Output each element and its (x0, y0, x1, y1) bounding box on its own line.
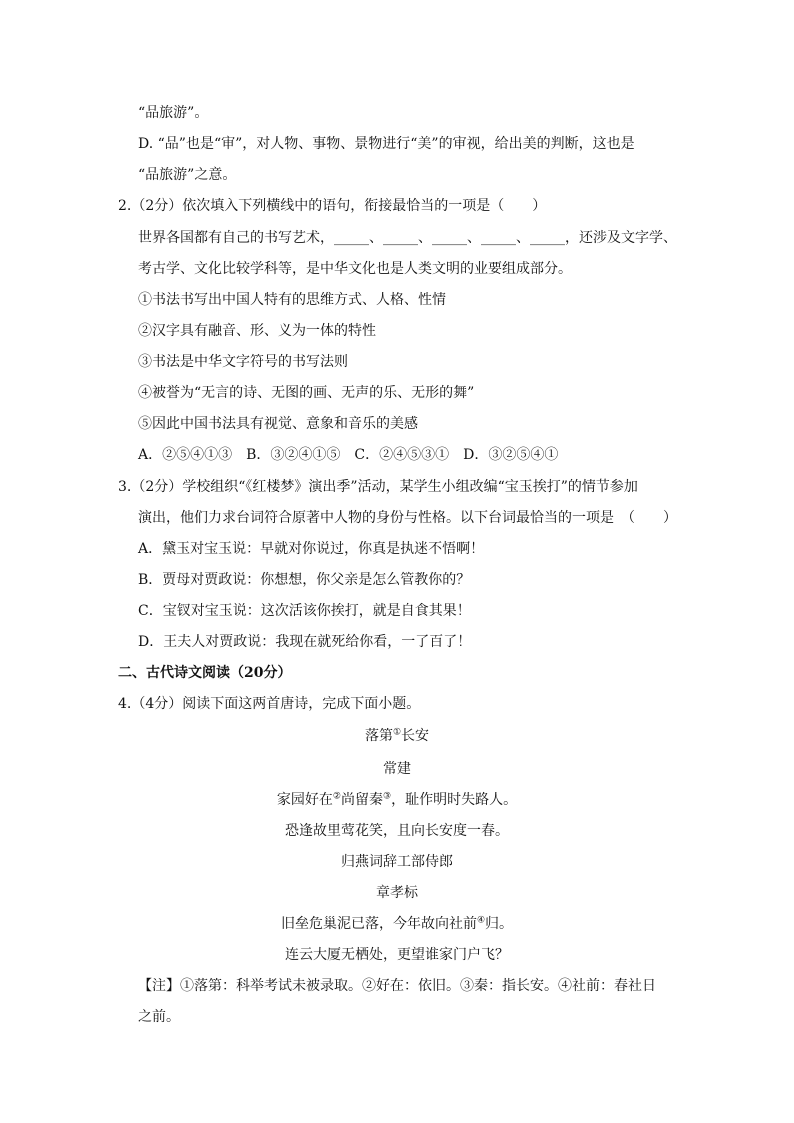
poem2-author: 章孝标 (376, 885, 418, 901)
q2-passage-line1: 世界各国都有自己的书写艺术，_____、_____、_____、_____、_____，还涉及文字学、 (138, 230, 677, 246)
q1-option-d-line1: D. “品”也是“审”，对人物、事物、景物进行“美”的审视，给出美的判断，这也是 (138, 136, 635, 152)
q3-option: B．贾母对贾政说：你想想，你父亲是怎么管教你的？ (138, 572, 471, 588)
poem-text: ，耻作明时失路人。 (391, 792, 518, 808)
footnote-mark: ③ (383, 791, 392, 802)
q1-option-c-continuation: “品旅游”。 (138, 105, 209, 121)
q3-option: C．宝钗对宝玉说：这次活该你挨打，就是自食其果！ (138, 603, 471, 619)
poem-text: 尚留秦 (341, 792, 383, 808)
poem-text: 家园好在 (276, 792, 333, 808)
poem1-line1 (0, 790, 794, 810)
q2-item: ⑤因此中国书法具有视觉、意象和音乐的美感 (138, 416, 418, 432)
footnote-mark: ① (392, 727, 402, 738)
poem1-line2: 恐逢故里莺花笑，且向长安度一春。 (285, 823, 509, 839)
q3-stem-line1: 3.（2分）学校组织“《红楼梦》演出季”活动，某学生小组改编“宝玉挨打”的情节参加 (118, 479, 638, 495)
q2-item: ②汉字具有融音、形、义为一体的特性 (138, 323, 376, 339)
q3-option: A．黛玉对宝玉说：早就对你说过，你真是执迷不悟啊！ (138, 541, 485, 557)
poem1-title (0, 726, 794, 746)
q2-passage-line2: 考古学、文化比较学科等，是中华文化也是人类文明的业要组成部分。 (138, 261, 572, 277)
poem1-title-text: 落第 (364, 728, 393, 744)
q4-stem: 4.（4分）阅读下面这两首唐诗，完成下面小题。 (118, 696, 421, 712)
poem-text: 归。 (485, 916, 514, 932)
footnote-mark: ② (332, 791, 341, 802)
poem1-title-text: 长安 (401, 728, 430, 744)
q2-options: A．②⑤④①③ B．③②④①⑤ C．②④⑤③① D．③②⑤④① (138, 447, 559, 463)
q4-note-line2: 之前。 (138, 1009, 180, 1025)
q2-item: ④被誉为“无言的诗、无图的画、无声的乐、无形的舞” (138, 385, 475, 401)
poem-text: 旧垒危巢泥已落，今年故向社前 (280, 916, 477, 932)
footnote-mark: ④ (476, 915, 486, 926)
q3-stem-line2: 演出，他们力求台词符合原著中人物的身份与性格。以下台词最恰当的一项是 （ ） (138, 510, 677, 526)
q1-option-d-line2: “品旅游”之意。 (138, 167, 237, 183)
poem2-line2: 连云大厦无栖处，更望谁家门户飞？ (285, 947, 509, 963)
poem2-title: 归燕词辞工部侍郎 (341, 854, 453, 870)
q3-option: D．王夫人对贾政说：我现在就死给你看，一了百了！ (138, 634, 472, 650)
poem1-author: 常建 (383, 761, 411, 777)
section-heading: 二、古代诗文阅读（20分） (118, 665, 292, 681)
q2-item: ①书法书写出中国人特有的思维方式、人格、性情 (138, 292, 446, 308)
q4-note-line1: 【注】①落第：科举考试未被录取。②好在：依旧。③秦：指长安。④社前：春社日 (138, 978, 656, 994)
q2-item: ③书法是中华文字符号的书写法则 (138, 354, 348, 370)
poem2-line1 (0, 914, 794, 934)
q2-stem: 2.（2分）依次填入下列横线中的语句，衔接最恰当的一项是（ ） (118, 198, 547, 214)
